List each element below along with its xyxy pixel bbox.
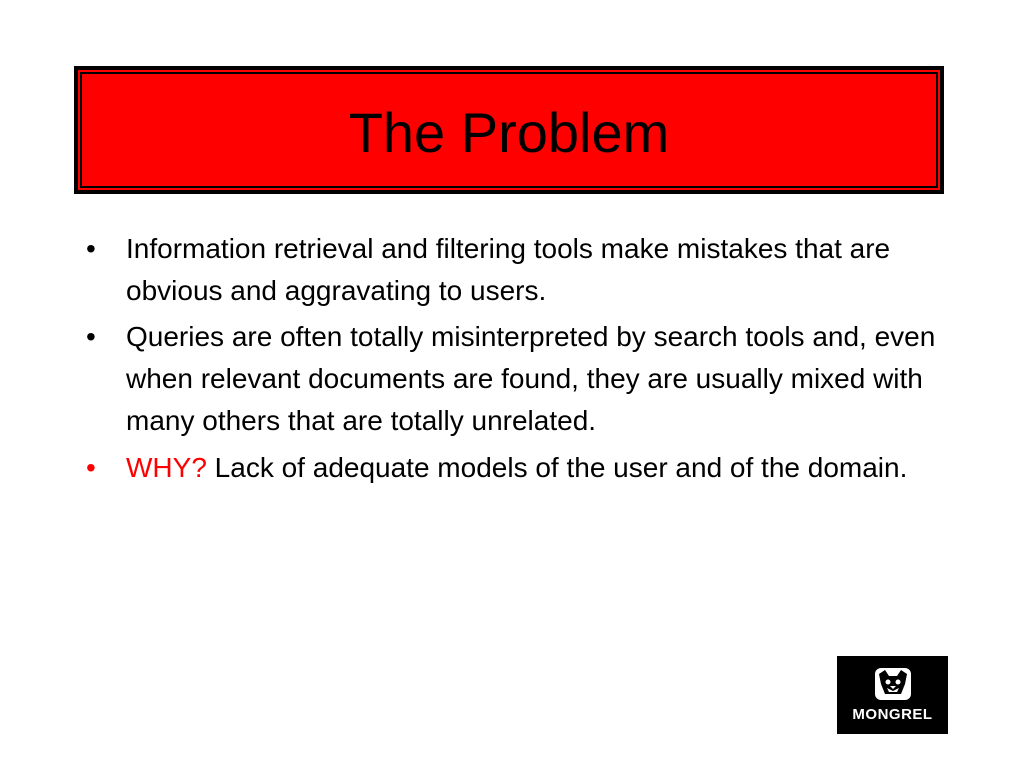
bullet-item [86,440,956,496]
bullet-item [86,316,956,442]
bullet-marker: • [86,452,96,483]
logo-text: MONGREL [852,706,933,723]
bullet-marker: • [86,321,96,352]
bullet-text: Queries are often totally misinterpreted by search tools and, even when relevant documents are found, they are usually mixed with many others that are totally unrelated. [126,321,936,436]
dog-emblem-icon [873,666,913,702]
slide-title: The Problem [348,101,670,164]
bullet-item [86,228,956,312]
bullet-text: Information retrieval and filtering tools make mistakes that are obvious and aggravating to users. [126,233,891,306]
title-banner [74,66,944,194]
mongrel-logo [837,656,948,734]
bullet-list [86,228,956,500]
bullet-marker: • [86,233,96,264]
why-highlight: WHY? [126,452,207,483]
bullet-text: Lack of adequate models of the user and of the domain. [206,452,908,483]
